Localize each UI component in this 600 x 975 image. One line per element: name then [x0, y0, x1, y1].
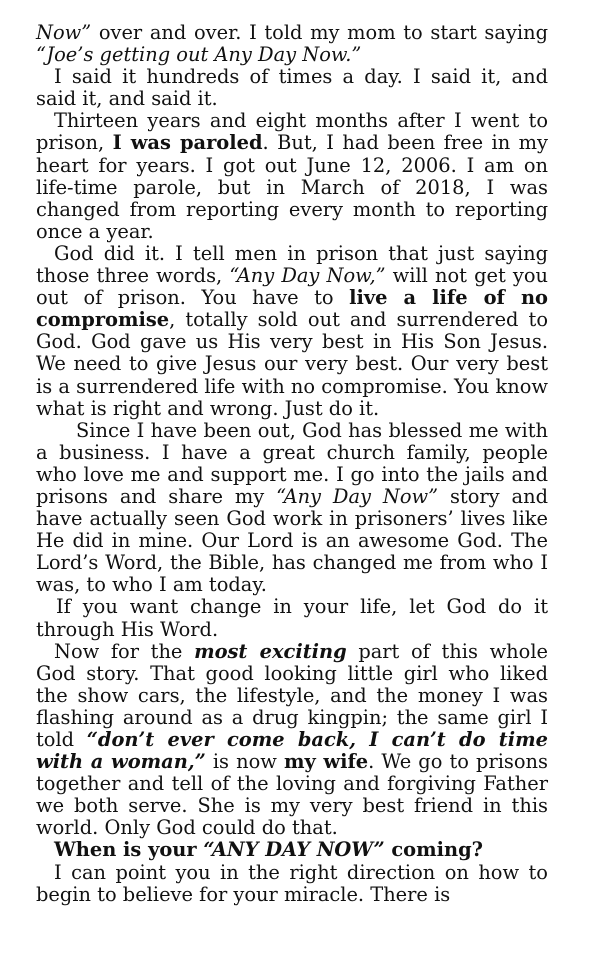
text: is now — [205, 750, 284, 774]
paragraph-4 — [36, 243, 548, 420]
bold-italic-quote: “ANY DAY NOW” — [203, 838, 385, 862]
italic-quote: “Any Day Now” — [276, 484, 439, 508]
bold-italic-quote: “don’t ever come back, I can’t do time with a woman,” — [36, 728, 548, 774]
text: Now for the — [54, 639, 195, 663]
text: . But, I had been free in my heart for years. I got out June 12, 2006. I am on life-time parole, but in March of 2018, I was changed from reporting every month to reporting once a year. — [36, 131, 549, 243]
italic-quote: “Joe’s getting out Any Day Now.” — [36, 43, 362, 67]
paragraph-5 — [36, 420, 548, 597]
bold-text: live a life of no compromise — [36, 286, 548, 332]
paragraph-9: I can point you in the right direction on how to begin to believe for your miracle. There is — [36, 860, 548, 906]
text: part of this whole God story. That good looking little girl who liked the show cars, the lifestyle, and the money I was flashing around as a drug kingpin; the same girl I told — [36, 639, 549, 751]
subheading-question — [36, 839, 548, 861]
text: . We go to prisons together and tell of the loving and forgiving Father we both serve. She is my very best friend in this world. Only God could do that. — [36, 750, 548, 840]
paragraph-7 — [36, 641, 548, 840]
text: story and have actually seen God work in prisoners’ lives like He did in mine. Our Lord is an awesome God. The Lord’s Word, the Bible, has changed me from who I was, to who I am today. — [36, 484, 548, 597]
bold-text: I was paroled — [112, 131, 263, 155]
italic-text: Now” — [36, 21, 92, 44]
italic-quote: “Any Day Now,” — [229, 264, 386, 288]
bold-text: When is your — [54, 838, 204, 862]
paragraph-3 — [36, 110, 548, 243]
bold-italic-text: most exciting — [194, 639, 347, 663]
text: , totally sold out and surrendered to God. God gave us His very best in His Son Jesus. We need to give Jesus our very best. Our very best is a surrendered life with no compromise. You know what is right and wrong. Just do it. — [36, 308, 548, 420]
text: God did it. I tell men in prison that just saying those three words, — [36, 241, 548, 288]
paragraph-1 — [36, 22, 548, 66]
paragraph-2: I said it hundreds of times a day. I said it, and said it, and said it. — [36, 65, 548, 111]
text: Thirteen years and eight months after I went to prison, — [36, 109, 548, 155]
bold-text: coming? — [384, 838, 484, 862]
text: will not get you out of prison. You have to — [36, 264, 549, 310]
paragraph-6: If you want change in your life, let God do it through His Word. — [36, 595, 548, 641]
text: Since I have been out, God has blessed me with a business. I have a great church family, people who love me and support me. I go into the jails and prisons and share my — [36, 418, 548, 508]
bold-text: my wife — [283, 750, 369, 774]
text: over and over. I told my mom to start saying — [91, 21, 548, 44]
